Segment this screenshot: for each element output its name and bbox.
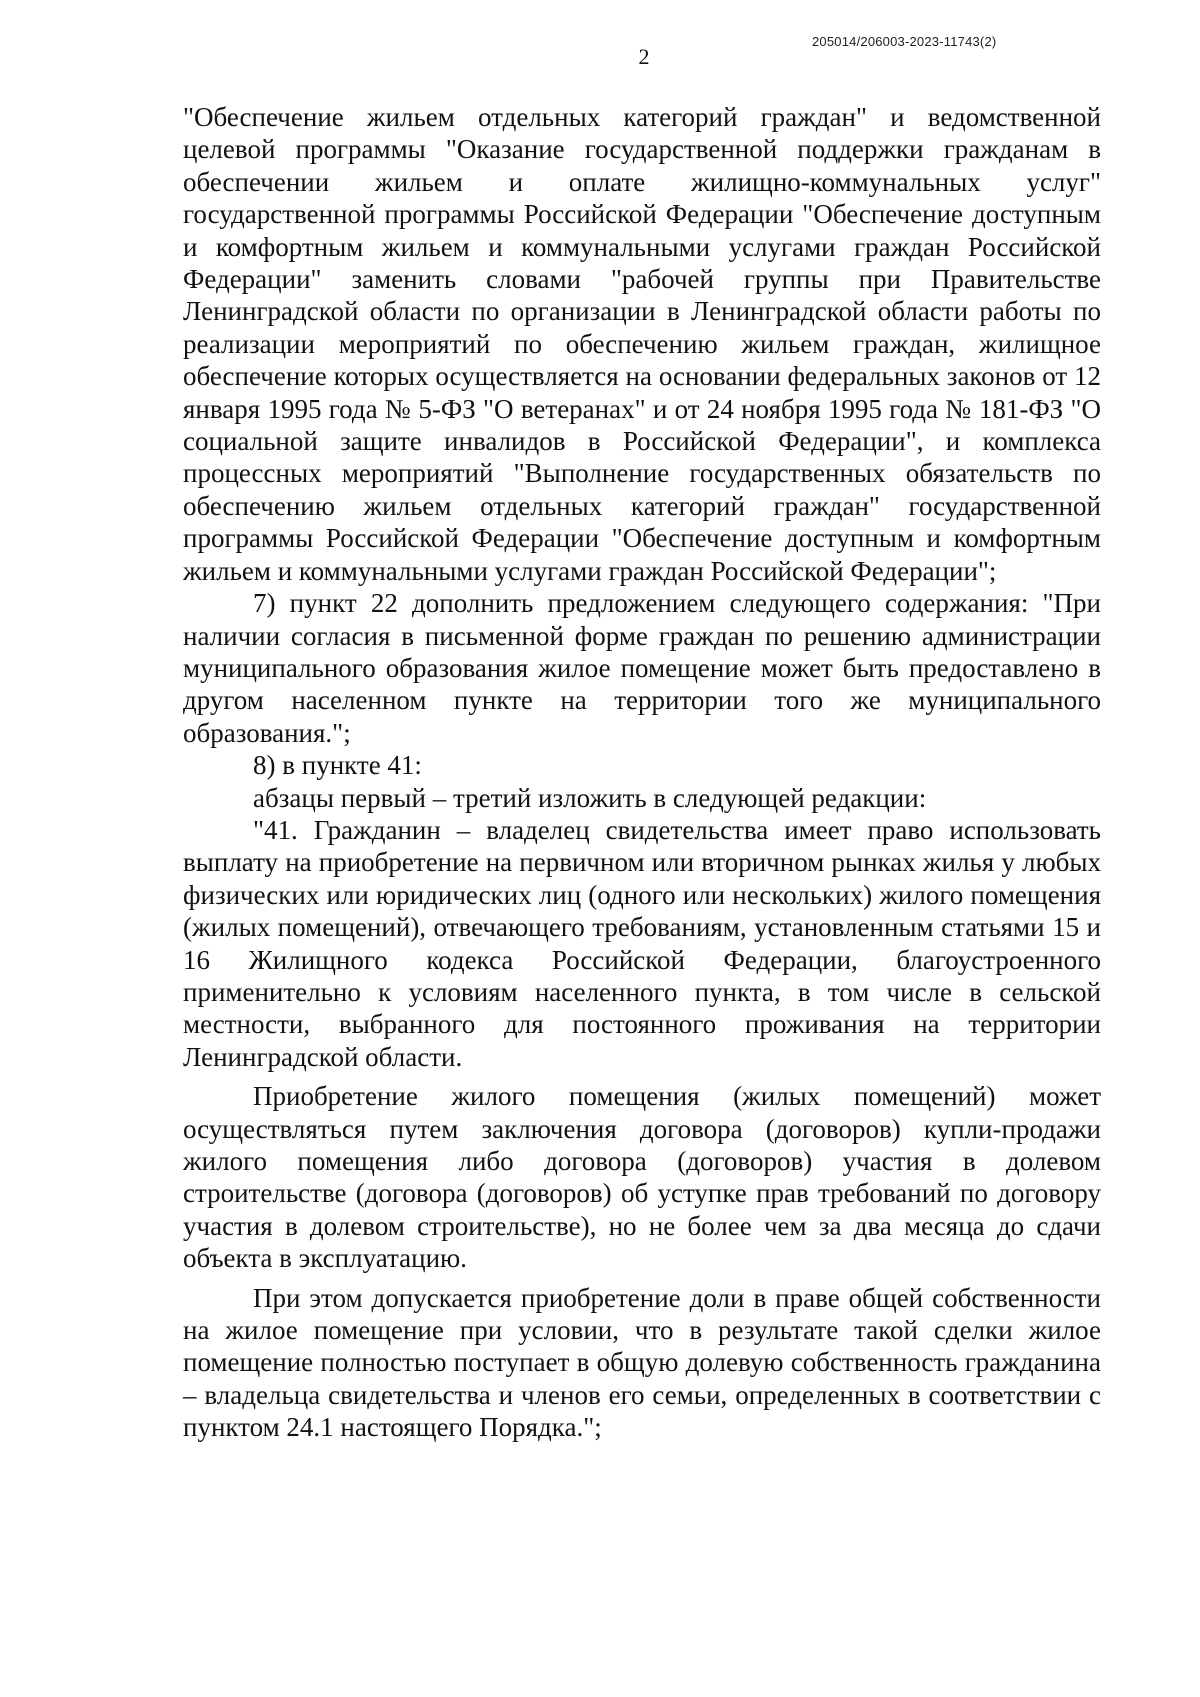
page-number: 2 — [638, 44, 650, 69]
paragraph-share-ownership: При этом допускается приобретение доли в праве общей собственности на жилое помещение при условии, что в результате такой сделки жилое помещение полностью поступает в общую долевую собственность гражданина – владельца свидетельства и членов его семьи, определенных в соответствии с пунктом 24.1 настоящего Порядка."; — [183, 1282, 1101, 1443]
document-id: 205014/206003-2023-11743(2) — [812, 34, 997, 49]
paragraph-point-41: "41. Гражданин – владелец свидетельства имеет право использовать выплату на приобретение на первичном или вторичном рынках жилья у любых физических или юридических лиц (одного или нескольких) жилого помещения (жилых помещений), отвечающего требованиям, установленным статьями 15 и 16 Жилищного кодекса Российской Федерации, благоустроенного применительно к условиям населенного пункта, в том числе в сельской местности, выбранного для постоянного проживания на территории Ленинградской области. — [183, 814, 1101, 1072]
paragraph-acquisition: Приобретение жилого помещения (жилых помещений) может осуществляться путем заключения договора (договоров) купли-продажи жилого помещения либо договора (договоров) участия в долевом строительстве (договора (договоров) об уступке прав требований по договору участия в долевом строительстве), но не более чем за два месяца до сдачи объекта в эксплуатацию. — [183, 1081, 1101, 1274]
document-body — [183, 101, 1101, 1444]
paragraph-abzatsy: абзацы первый – третий изложить в следующей редакции: — [253, 782, 927, 813]
paragraph-continuation: "Обеспечение жильем отдельных категорий граждан" и ведомственной целевой программы "Оказание государственной поддержки гражданам в обеспечении жильем и оплате жилищно-коммунальных услуг" государственной программы Российской Федерации "Обеспечение доступным и комфортным жильем и коммунальными услугами граждан Российской Федерации" заменить словами "рабочей группы при Правительстве Ленинградской области по организации в Ленинградской области работы по реализации мероприятий по обеспечению жильем граждан, жилищное обеспечение которых осуществляется на основании федеральных законов от 12 января 1995 года № 5-ФЗ "О ветеранах" и от 24 ноября 1995 года № 181-ФЗ "О социальной защите инвалидов в Российской Федерации", и комплекса процессных мероприятий "Выполнение государственных обязательств по обеспечению жильем отдельных категорий граждан" государственной программы Российской Федерации "Обеспечение доступным и комфортным жильем и коммунальными услугами граждан Российской Федерации"; — [183, 102, 1101, 586]
paragraph-item-8: 8) в пункте 41: — [253, 750, 422, 781]
paragraph-item-7: 7) пункт 22 дополнить предложением следующего содержания: "При наличии согласия в письменной форме граждан по решению администрации муниципального образования жилое помещение может быть предоставлено в другом населенном пункте на территории того же муниципального образования."; — [183, 588, 1101, 748]
